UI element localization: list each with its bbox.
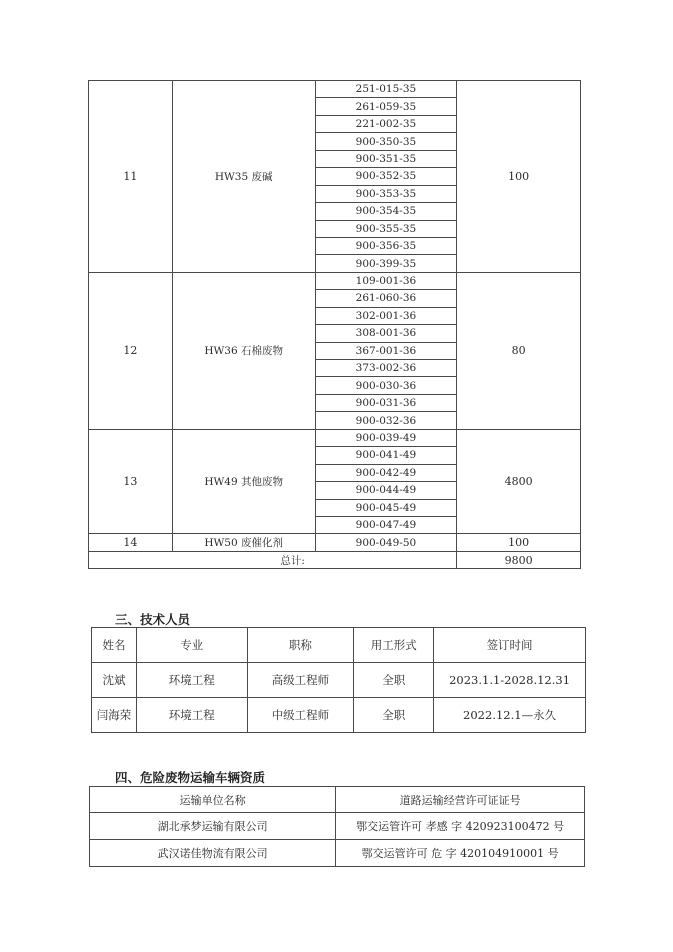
table-cell: 中级工程师 (247, 698, 354, 733)
table-cell: 鄂交运管许可 危 字 420104910001 号 (336, 840, 585, 867)
table-cell: 全职 (354, 698, 434, 733)
column-header: 运输单位名称 (90, 787, 336, 813)
staff-table (91, 627, 586, 733)
row-number-cell: 13 (89, 429, 173, 534)
waste-code-cell: 367-001-36 (315, 342, 457, 359)
waste-code-cell: 109-001-36 (315, 272, 457, 289)
waste-amount-cell: 100 (457, 534, 581, 551)
table-row (92, 698, 586, 733)
row-number-cell: 11 (89, 81, 173, 273)
waste-code-cell: 900-042-49 (315, 464, 457, 481)
waste-code-cell: 900-399-35 (315, 255, 457, 272)
column-header: 道路运输经营许可证证号 (336, 787, 585, 813)
table-cell: 全职 (354, 663, 434, 698)
waste-code-table (88, 80, 581, 569)
waste-amount-cell: 80 (457, 272, 581, 429)
waste-category-cell: HW49 其他废物 (172, 429, 315, 534)
waste-category-cell: HW36 石棉废物 (172, 272, 315, 429)
waste-code-cell: 900-030-36 (315, 377, 457, 394)
vehicle-section-title: 四、危险废物运输车辆资质 (115, 770, 266, 785)
waste-code-cell: 261-059-35 (315, 98, 457, 115)
row-number-cell: 12 (89, 272, 173, 429)
waste-code-cell: 900-350-35 (315, 133, 457, 150)
table-row (89, 429, 581, 446)
table-row (89, 81, 581, 98)
waste-code-cell: 308-001-36 (315, 325, 457, 342)
table-cell: 湖北承梦运输有限公司 (90, 813, 336, 840)
column-header: 签订时间 (434, 628, 586, 663)
waste-code-cell: 251-015-35 (315, 81, 457, 98)
waste-code-cell: 900-047-49 (315, 516, 457, 533)
table-cell: 2022.12.1—永久 (434, 698, 586, 733)
waste-category-cell: HW50 废催化剂 (172, 534, 315, 551)
waste-code-cell: 302-001-36 (315, 307, 457, 324)
waste-code-cell: 900-354-35 (315, 203, 457, 220)
waste-code-cell: 900-355-35 (315, 220, 457, 237)
table-header-row (90, 787, 585, 813)
waste-code-cell: 900-049-50 (315, 534, 457, 551)
waste-code-cell: 900-045-49 (315, 499, 457, 516)
table-cell: 武汉诺佳物流有限公司 (90, 840, 336, 867)
waste-amount-cell: 4800 (457, 429, 581, 534)
waste-code-cell: 261-060-36 (315, 290, 457, 307)
table-row (92, 663, 586, 698)
table-cell: 闫海荣 (92, 698, 137, 733)
table-row (90, 840, 585, 867)
column-header: 姓名 (92, 628, 137, 663)
column-header: 职称 (247, 628, 354, 663)
table-cell: 鄂交运管许可 孝感 字 420923100472 号 (336, 813, 585, 840)
table-cell: 环境工程 (136, 698, 247, 733)
waste-code-cell: 900-351-35 (315, 150, 457, 167)
waste-code-cell: 221-002-35 (315, 115, 457, 132)
waste-code-cell: 900-044-49 (315, 482, 457, 499)
total-label-cell: 总计: (89, 551, 457, 568)
table-row (89, 272, 581, 289)
table-cell: 高级工程师 (247, 663, 354, 698)
staff-section-title: 三、技术人员 (115, 612, 191, 627)
table-row (89, 534, 581, 551)
vehicle-table (89, 786, 585, 867)
row-number-cell: 14 (89, 534, 173, 551)
waste-code-cell: 900-041-49 (315, 447, 457, 464)
table-cell: 沈斌 (92, 663, 137, 698)
column-header: 专业 (136, 628, 247, 663)
waste-code-cell: 900-353-35 (315, 185, 457, 202)
table-cell: 环境工程 (136, 663, 247, 698)
waste-code-cell: 373-002-36 (315, 360, 457, 377)
column-header: 用工形式 (354, 628, 434, 663)
table-row (90, 813, 585, 840)
total-row (89, 551, 581, 568)
waste-code-cell: 900-039-49 (315, 429, 457, 446)
table-header-row (92, 628, 586, 663)
table-cell: 2023.1.1-2028.12.31 (434, 663, 586, 698)
waste-code-cell: 900-031-36 (315, 394, 457, 411)
waste-category-cell: HW35 废碱 (172, 81, 315, 273)
waste-code-cell: 900-352-35 (315, 168, 457, 185)
waste-amount-cell: 100 (457, 81, 581, 273)
waste-code-cell: 900-356-35 (315, 237, 457, 254)
waste-code-cell: 900-032-36 (315, 412, 457, 429)
total-value-cell: 9800 (457, 551, 581, 568)
